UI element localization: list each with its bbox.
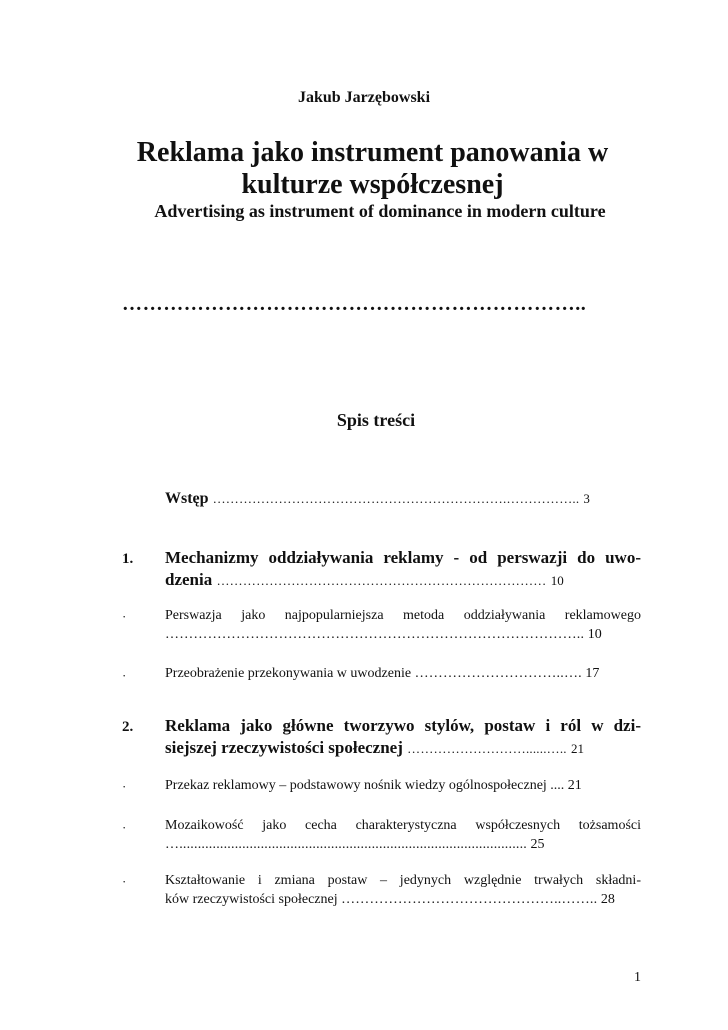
toc-item-leaders: ………………………………………..…….. <box>341 892 598 907</box>
toc-entry-subsection[interactable] <box>165 871 641 909</box>
toc-entry-subsection[interactable] <box>165 816 641 854</box>
dotted-separator: ………………………………………………………….. <box>122 293 587 315</box>
toc-item-text: Przekaz reklamowy – podstawowy nośnik wiedzy ogólnospołecznej .... <box>165 778 565 793</box>
document-subtitle: Advertising as instrument of dominance in modern culture <box>154 201 606 221</box>
toc-item-number: 1. <box>122 551 134 567</box>
toc-item-page: 28 <box>600 892 615 907</box>
toc-item-title: ków rzeczywistości społecznej <box>165 892 338 907</box>
title-line-2: kulturze współczesnej <box>241 169 504 200</box>
toc-item-page: 17 <box>585 666 600 681</box>
toc-item-bullet: · <box>122 668 127 683</box>
toc-item-number: 2. <box>122 719 134 735</box>
toc-item-line1: Perswazja jako najpopularniejsza metoda oddziaływania reklamowego <box>165 608 641 623</box>
page-number: 1 <box>634 970 641 985</box>
toc-item-page: 21 <box>567 778 582 793</box>
toc-item-page: 25 <box>530 837 545 852</box>
toc-intro-title: Wstęp <box>165 490 209 507</box>
toc-item-leaders: …………………………………………………………………………….. <box>165 627 585 642</box>
title-line-1: Reklama jako instrument panowania w <box>136 137 609 168</box>
toc-item-line1: Reklama jako główne tworzywo stylów, postaw i ról w dzi- <box>165 716 641 735</box>
toc-entry-intro[interactable] <box>165 488 641 510</box>
toc-item-line1: Mechanizmy oddziaływania reklamy - od perswazji do uwo- <box>165 548 641 567</box>
toc-item-line1: Kształtowanie i zmiana postaw – jedynych względnie trwałych składni- <box>165 873 641 888</box>
toc-heading: Spis treści <box>336 410 416 430</box>
toc-item-leaders: ….............................................................................................. <box>165 837 527 852</box>
toc-entry-chapter-2[interactable] <box>165 715 641 760</box>
toc-item-leaders: ………………………………………………………………… <box>216 573 547 588</box>
toc-item-bullet: · <box>122 820 127 835</box>
toc-item-title: siejszej rzeczywistości społecznej <box>165 738 403 757</box>
toc-intro-page: 3 <box>583 491 590 506</box>
toc-entry-subsection[interactable] <box>165 606 641 644</box>
author-name: Jakub Jarzębowski <box>297 89 431 106</box>
toc-intro-leaders: ………………………………………………………….…………….. <box>212 491 580 506</box>
document-title <box>105 137 640 201</box>
toc-item-bullet: · <box>122 874 127 889</box>
toc-item-page: 21 <box>571 741 585 756</box>
toc-item-bullet: · <box>122 609 127 624</box>
toc-item-leaders: …………………………..…. <box>414 666 582 681</box>
toc-entry-chapter-1[interactable] <box>165 547 641 592</box>
toc-entry-subsection[interactable] <box>165 664 641 683</box>
toc-item-page: 10 <box>587 627 602 642</box>
toc-item-title: dzenia <box>165 570 213 589</box>
toc-item-leaders: ………………………......….. <box>407 741 567 756</box>
toc-item-line1: Mozaikowość jako cecha charakterystyczna współczesnych tożsamości <box>165 818 641 833</box>
toc-item-bullet: · <box>122 779 127 794</box>
toc-item-page: 10 <box>550 573 564 588</box>
toc-entry-subsection[interactable] <box>165 776 641 795</box>
toc-item-text: Przeobrażenie przekonywania w uwodzenie <box>165 666 412 681</box>
